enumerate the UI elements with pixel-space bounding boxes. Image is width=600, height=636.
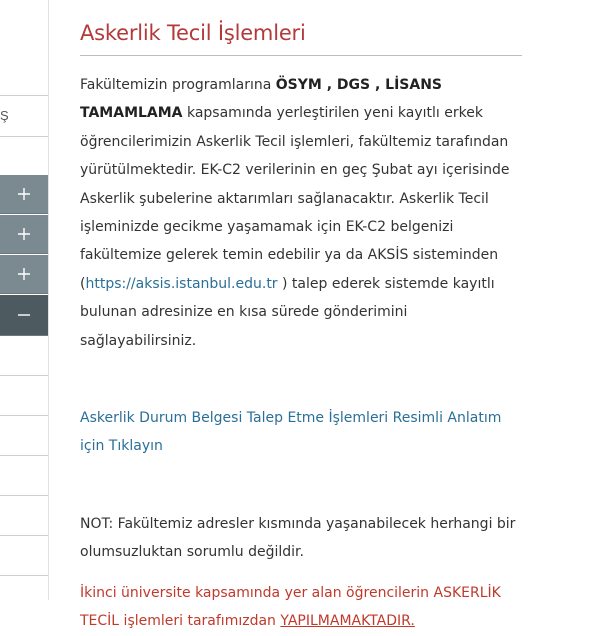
page-title: Askerlik Tecil İşlemleri bbox=[80, 21, 306, 45]
sidebar-divider bbox=[0, 95, 48, 96]
note-paragraph: NOT: Fakültemiz adresler kısmında yaşanabilecek herhangi bir olumsuzluktan sorumlu değildir. bbox=[80, 515, 516, 561]
sidebar bbox=[0, 0, 49, 600]
main-content bbox=[80, 0, 522, 636]
sidebar-divider bbox=[0, 455, 48, 456]
warning-underlined-text: YAPILMAMAKTADIR. bbox=[280, 613, 415, 630]
sidebar-divider bbox=[0, 575, 48, 576]
programs-bold-text: ÖSYM , DGS , LİSANS TAMAMLAMA bbox=[80, 77, 442, 122]
minus-icon bbox=[17, 308, 31, 322]
guide-link[interactable]: Askerlik Durum Belgesi Talep Etme İşlemleri Resimli Anlatım için Tıklayın bbox=[80, 410, 502, 455]
warning-text: İkinci üniversite kapsamında yer alan öğrencilerin ASKERLİK TECİL işlemleri tarafımızdan bbox=[80, 584, 501, 630]
plus-icon bbox=[17, 227, 31, 241]
sidebar-item-label[interactable]: Ş bbox=[0, 108, 9, 123]
aksis-link[interactable]: https://aksis.istanbul.edu.tr bbox=[85, 275, 278, 292]
title-divider bbox=[80, 55, 522, 56]
plus-icon bbox=[17, 267, 31, 281]
warning-paragraph bbox=[80, 579, 522, 636]
sidebar-divider bbox=[0, 535, 48, 536]
accordion-toggle-button[interactable] bbox=[0, 255, 48, 294]
accordion-toggle-button[interactable] bbox=[0, 215, 48, 254]
intro-text: kapsamında yerleştirilen yeni kayıtlı erkek öğrencilerimizin Askerlik Tecil işlemleri, fakültemiz tarafından yürütülmektedir. EK-C2 verilerinin en geç Şubat ayı içerisinde Askerlik şubelerine aktarımları sağlanacaktır. Askerlik Tecil işleminizde gecikme yaşamamak için EK-C2 belgenizi fakültemize gelerek temin edebilir ya da AKSİS sisteminden ( bbox=[80, 105, 510, 292]
accordion-toggle-button[interactable] bbox=[0, 295, 48, 336]
guide-paragraph bbox=[80, 404, 522, 461]
plus-icon bbox=[17, 187, 31, 201]
sidebar-divider bbox=[0, 415, 48, 416]
intro-text: ) talep ederek sistemde kayıtlı bulunan adresinize en kısa sürede gönderimini sağlayabilirsiniz. bbox=[80, 275, 495, 349]
intro-paragraph bbox=[80, 71, 522, 355]
accordion-toggle-button[interactable] bbox=[0, 175, 48, 214]
intro-text: Fakültemizin programlarına bbox=[80, 77, 276, 93]
sidebar-divider bbox=[0, 495, 48, 496]
sidebar-divider bbox=[0, 375, 48, 376]
sidebar-divider bbox=[0, 136, 48, 137]
